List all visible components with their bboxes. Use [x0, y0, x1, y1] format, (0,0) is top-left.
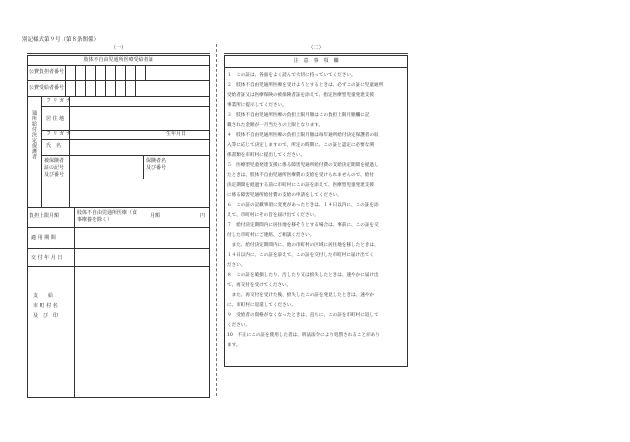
insured-label: 被保険者証の記号及び番号: [44, 158, 65, 178]
digit-box: [86, 65, 96, 80]
note-line: 付した市町村にご連絡、ご相談ください。: [227, 233, 315, 238]
birthdate-label: 生年月日: [166, 131, 187, 137]
digit-box: [136, 65, 146, 80]
note-line: えて、市町村にその旨を届け出てください。: [227, 213, 319, 218]
note-line: 10 不正にこの証を使用した者は、刑法法令により処罰されることがあり: [227, 333, 380, 338]
issue-date-label: 交 付 年 月 日: [31, 255, 63, 261]
yen-label: 円: [200, 213, 206, 219]
recipient-number-boxes: [65, 80, 146, 96]
note-line: 係書類を市町村に提出してください。: [227, 153, 306, 158]
note-line: ください。: [227, 323, 250, 328]
card-title: 肢体不自由児通所医療受給者証: [83, 57, 154, 63]
digit-box: [106, 80, 116, 96]
note-line: １４日以内に、この証を添えて、この証を交付した市町村に届け出てく: [227, 253, 374, 258]
digit-box: [76, 80, 86, 96]
note-line: に、市町村に返還してください。: [227, 303, 296, 308]
digit-box: [116, 80, 126, 96]
municipality-line-2: 市 町 村 名: [33, 303, 58, 309]
note-line: ます。: [227, 343, 241, 348]
note-line: に係る障害児通所給付費の支給の申請をしてください。: [227, 193, 342, 198]
digit-box: [66, 80, 76, 96]
note-line: ５ 医療型児童発達支援に係る障害児通所給付費の支給決定期間を経過し: [227, 163, 379, 168]
fold-line: [216, 44, 217, 396]
period-label: 適 用 期 間: [31, 235, 56, 241]
furigana2-label: フ リ ガ ナ: [46, 131, 71, 137]
municipality-line-1: 支 給: [33, 293, 54, 299]
note-line: たときは、肢体不自由児通所医療費の支給を受けられませんので、給付: [227, 173, 374, 178]
left-panel-label: （一）: [27, 44, 210, 54]
note-line: ９ 受給者の資格がなくなったときは、直ちに、この証を市町村に返して: [227, 313, 379, 318]
note-line: ８ この証を破損したり、汚したり又は紛失したときは、速やかに届け出: [227, 273, 379, 278]
furigana-label: フ リ ガ ナ: [46, 98, 71, 104]
note-line: ３ 肢体不自由児通所医療の負担上限月額はこの負担上限月額欄に記: [227, 113, 370, 118]
monthly-label: 月額: [150, 213, 161, 219]
note-line: 決定期間を経過する前に市町村にこの証を添えて、医療型児童発達支援: [227, 183, 374, 188]
digit-box: [116, 65, 126, 80]
digit-box: [66, 65, 76, 80]
note-line: １ この証は、各面をよく読んで大切に持っていてください。: [227, 73, 356, 78]
digit-box: [76, 65, 86, 80]
payer-number-boxes: [65, 65, 146, 80]
note-line: ６ この証の記載事項に変更があったときは、１４日以内に、この証を添: [227, 203, 379, 208]
note-line: 受給者証又は医療保険の被保険者証を添えて、指定医療型児童発達支援: [227, 93, 374, 98]
section-label: 通所給付決定保護者: [31, 110, 37, 160]
note-line: ださい。: [227, 263, 246, 268]
limit-desc: 肢体不自由児通所医療（食事療養を除く）: [77, 210, 138, 223]
note-line: ７ 給付決定期間内に居住地を移そうとする場合は、事前に、この証を交: [227, 223, 379, 228]
digit-box: [106, 65, 116, 80]
digit-box: [126, 80, 136, 96]
payer-number-label: 公費負担者番号: [29, 69, 65, 75]
limit-label: 負担上限月額: [29, 213, 60, 219]
digit-box: [96, 80, 106, 96]
note-line: 載された金額が一月当たりの上限となります。: [227, 123, 324, 128]
digit-box: [96, 65, 106, 80]
municipality-line-3: 及 び 印: [33, 313, 59, 319]
digit-box: [86, 80, 96, 96]
address-label: 居 住 地: [46, 116, 65, 122]
notes-list: [227, 71, 406, 351]
name-label: 氏 名: [46, 143, 62, 149]
notes-title: 注 意 事 項 欄: [293, 58, 339, 64]
note-line: ４ 肢体不自由児通所医療の負担上限月額は毎年通所給付決定保護者の収: [227, 133, 379, 138]
note-line: 入等に応じて決定しますので、所定の時期に、この証と認定に必要な関: [227, 143, 374, 148]
insurer-label: 保険者名及び番号: [146, 158, 167, 171]
note-line: ２ 肢体不自由児通所医療を受けようとするときは、必ずこの証に児童通所: [227, 83, 384, 88]
note-line: また、給付決定期間内に、他の市町村の区域に居住地を移したときは、: [227, 243, 379, 248]
right-panel-label: （二）: [224, 44, 408, 54]
note-line: て、再交付を受けてください。: [227, 283, 292, 288]
digit-box: [126, 65, 136, 80]
form-number: 別記様式第９号（第８条関係）: [22, 37, 100, 43]
recipient-number-label: 公費受給者番号: [29, 85, 65, 91]
note-line: 事業所に提示してください。: [227, 103, 287, 108]
note-line: また、再交付を受けた後、紛失したこの証を発見したときは、速やか: [227, 293, 375, 298]
